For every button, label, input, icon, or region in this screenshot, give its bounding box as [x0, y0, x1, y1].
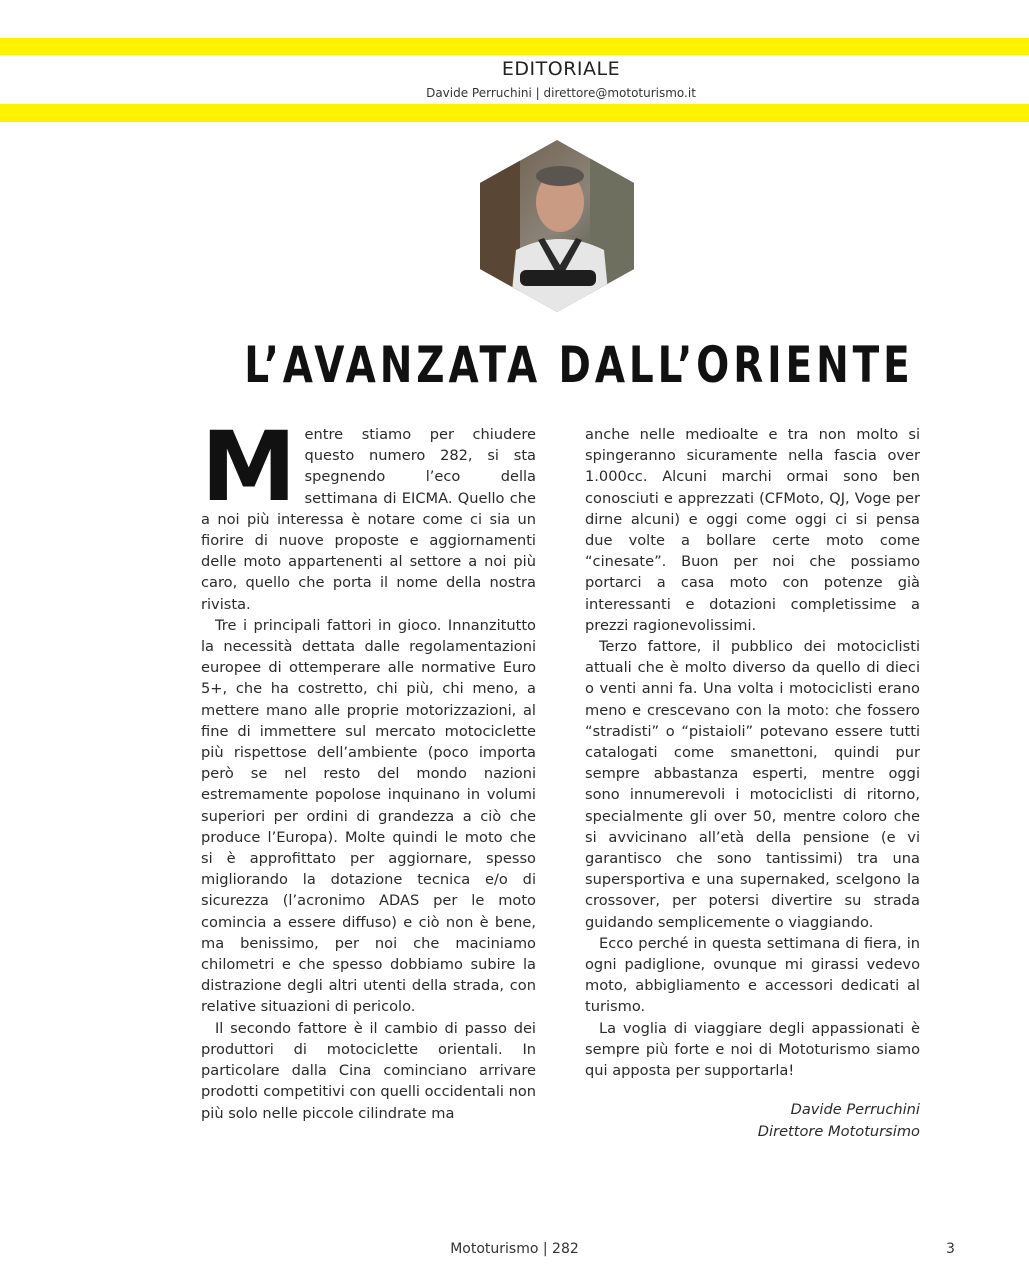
paragraph-4: Terzo fattore, il pubblico dei motociclisti attuali che è molto diverso da quello di dieci o venti anni fa. Una volta i motociclisti erano meno e crescevano con la moto: che fossero “stradisti” o “pistaioli” potevano essere tutti catalogati come smanettoni, quindi pur sempre abbastanza esperti, mentre oggi sono innumerevoli i motociclisti di ritorno, specialmente gli over 50, mentre coloro che si avvicinano all’età della pensione (e vi garantisco che sono tantissimi) tra una supersportiva e una supernaked, scelgono la crossover, per potersi divertire su strada guidando semplicemente o viaggiando. — [585, 638, 920, 931]
signature — [585, 1099, 920, 1141]
bottom-yellow-band — [0, 104, 1029, 122]
signature-role: Direttore Mototursimo — [757, 1122, 920, 1140]
section-title: EDITORIALE — [501, 58, 621, 80]
author-portrait — [480, 140, 634, 312]
paragraph-2: Tre i principali fattori in gioco. Innanzitutto la necessità dettata dalle regolamentazioni europee di ottemperare alle normative Euro 5+, che ha costretto, chi più, chi meno, a mettere mano alle proprie motorizzazioni, al fine di immettere sul mercato motociclette più rispettose dell’ambiente (poco importa però se nel resto del mondo nazioni estremamente popolose inquinano in volumi superiori per ordini di grandezza a ciò che produce l’Europa). Molte quindi le moto che si è approfittato per aggiornare, spesso migliorando la dotazione tecnica e/o di sicurezza (l’acronimo ADAS per le moto comincia a essere diffuso) e ciò non è bene, ma benissimo, per noi che maciniamo chilometri e che spesso dobbiamo subire la distrazione degli altri utenti della strada, con relative situazioni di pericolo. — [201, 616, 536, 1016]
top-yellow-band — [0, 38, 1029, 55]
drop-cap: M — [201, 411, 297, 523]
paragraph-3-continued: anche nelle medioalte e tra non molto si spingeranno sicuramente nella fascia over 1.000cc. Alcuni marchi ormai sono ben conosciuti e apprezzati (CFMoto, QJ, Voge per dirne alcuni) e oggi come oggi ci si pensa due volte a bollare certe moto come “cinesate”. Buon per noi che possiamo portarci a casa moto con potenze già interessanti e dotazioni completissime a prezzi ragionevolissimi. — [585, 426, 920, 634]
paragraph-5: Ecco perché in questa settimana di fiera, in ogni padiglione, ovunque mi girassi vedevo moto, abbigliamento e accessori dedicati al turismo. — [585, 934, 920, 1016]
article-column-left — [201, 411, 536, 1124]
paragraph-3: Il secondo fattore è il cambio di passo dei produttori di motociclette orientali. In particolare dalla Cina cominciano arrivare prodotti competitivi con quelli occidentali non più solo nelle piccole cilindrate ma — [201, 1019, 536, 1122]
footer-magazine-issue: Mototurismo | 282 — [450, 1241, 579, 1257]
paragraph-1: Mentre stiamo per chiudere questo numero 282, si sta spegnendo l’eco della settimana di EICMA. Quello che a noi più interessa è notare come ci sia un fiorire di nuove proposte e aggiornamenti delle moto appartenenti al settore a noi più caro, quello che porta il nome della nostra rivista. — [201, 411, 536, 613]
article-headline: L’AVANZATA DALL’ORIENTE — [244, 336, 914, 394]
paragraph-6: La voglia di viaggiare degli appassionati è sempre più forte e noi di Mototurismo siamo qui apposta per supportarla! — [585, 1019, 920, 1080]
page-number: 3 — [946, 1241, 955, 1257]
article-column-right — [585, 424, 920, 1142]
signature-name: Davide Perruchini — [790, 1101, 920, 1119]
author-byline: Davide Perruchini | direttore@mototurismo.it — [426, 86, 696, 100]
